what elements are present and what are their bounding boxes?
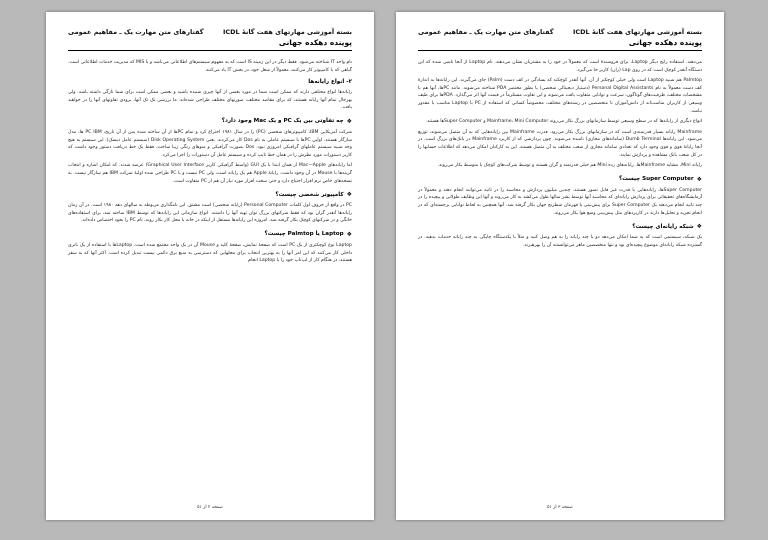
header-school: پوینده دهکده جهانی <box>628 38 702 47</box>
page-header <box>68 28 352 47</box>
subsection-heading <box>68 231 352 238</box>
subsection-heading <box>68 118 352 125</box>
paragraph: Palmtop هم شبیه Laptop است ولی خیلی کوچکتر از آن. آنها آنقدر کوچکند که بسادگی در کف دست (Palm) جای می‌گیرند. این رایانه‌ها به اندازهٔ کف دست معمولاً به نام Personal Digital Assistants (دستیار دیجیتالی شخصی) یا بطور مختصر PDA شناخته می‌شوند. مانند PCها، آنها هم با مشخصات مختلف، ظرفیت‌های گوناگون، سرعت و توانایی متفاوت یافت می‌شوند و این تفاوت مستلزماً در قیمت آنها اثر می‌گذارد. PDAها برای طیف وسیعی از کاربران مناسب‌اند از دانش‌آموزان تا متخصصین در رشته‌های مختلف، مخصوصاً کسانی که استفاده از PC با Laptop مناسب با مقدور نباشد. <box>418 78 703 114</box>
document-page-3 <box>396 12 724 520</box>
subsection-heading <box>418 223 702 230</box>
paragraph: اما رایانه‌های Mac—Apple از همان ابتدا با یک GUI (واسط گرافیکی کاربر Graphical User Interface) عرضه شدند. که امکان اشاره و انتخاب گزینه‌ها با Mouse در آن وجود داشت. رایانهٔ Apple هم یک رایانه است، ولی PC نیست و با PC طراحی شده اولیهٔ شرکت IBM هم سازگار نیست. به نسخه‌های خاص نرم افزار احتیاج دارد و حتی سخت افزار مورد نیاز آن هم از PC متفاوت است. <box>68 163 353 184</box>
header-rule <box>68 50 352 51</box>
subsection-heading-text: کامپیوتر شخصی چیست؟ <box>275 191 344 198</box>
paragraph: رایانه Mini، مشابه Mainframe‌ها. رایانه‌های رده Mini هم خیلی قدرتمند و گران هستند و توسط شرکت‌های کوچک با متوسط بکار می‌روند. <box>437 163 702 169</box>
paragraph: Super Computerها، رایانه‌هایی با قدرت غیر قابل تصور هستند. چندین میلیون پردازش و محاسبه را در ثانیه می‌توانند انجام دهند و معمولاً در آزمایشگاه‌های تحقیقاتی برای پردازش رایانه‌ای که محاسبه آنها توسط بشر سالها طول می‌کشد به کار می‌روند و آنها این وظایف طولانی و پیچیده را در چند ثانیه انجام می‌دهند یک Super Computer برای پیش‌بینی یا قهرمان شطرنج جهان بکار گرفته شد. آنها همچنین به لحاظ توانایی برجسته‌ای که در انجام تجزیه و تحلیل‌ها دارند در کاربردهای مثل پیش‌بینی وضع هوا بکار می‌روند. <box>418 187 702 216</box>
paragraph: انواع دیگری از رایانه‌ها که در سطح وسیعی توسط سازمانهای بزرگ بکار می‌روند Mainframe، Mini Computer و Super Computerها هستند. <box>425 119 702 125</box>
header-rule <box>418 50 702 51</box>
bullet-icon: ❖ <box>696 223 702 231</box>
subsection-heading-text: شبکه رایانه‌ای چیست؟ <box>632 223 694 230</box>
subsection-heading-text: Laptop یا Palmtop چیست؟ <box>264 231 344 238</box>
document-page-2 <box>46 12 374 520</box>
paragraph: یک شبکه، سیستمی است که به شما امکان می‌دهد دو یا چند رایانه را به هم وصل کنید و مثلاً با یکدستگاه چاپگر، به چند رایانه خدمات بدهید. در گسترده شبکه رایانه‌ای موضوع پیچیده‌ای بود و تنها متخصصین ماهر می‌توانستند آن را بهرهبرند. <box>418 235 702 248</box>
bullet-icon: ❖ <box>346 230 352 238</box>
paragraph: Mainframe رایانه بسیار قدرتمندی است که در سازمانهای بزرگ بکار می‌رود. قدرت Mainframe بین رایانه‌هایی که به آن متصل می‌شوند، توزیع می‌شود. این رایانه‌ها Dumb Terminal (سامانه‌های مجازی) نامیده می‌شوند. چون پردازشی که از کاربرد Mainframe در بانک‌های بزرگ است. در آنجا رایانهٔ قوی و قوی وجود دارد که تعدادی سامانه مجازی از شعب مختلف به آن متصل هستند. این به کارکنان امکان می‌دهد که اطلاعات حسابها را در کل شعب بانک مشاهده و پردازش نمایند. <box>418 129 703 158</box>
subsection-heading-text: چه تفاوتی بین یک PC و یک Mac وجود دارد؟ <box>221 118 344 125</box>
paragraph: رایانه‌ها انواع مختلفی دارند که ممکن است شما در مورد بعضی از آنها چیزی شنیده باشید و بعضی ممکن است برای شما تازگی داشته باشد. ولی بهرحال تمام آنها رایانه هستند، که برای مقاصد مختلف، صورتهای مختلف طراحی شده‌اند. ما بررسی تک تک آنها، برودی تفاوتهای آنها را در خواهید یافت. <box>68 90 352 111</box>
paragraph: شرکت آمریکایی IBM، کامپیوترهای شخصی (PC) را در سال ۱۹۸۱ اختراع کرد و تمام PCها از آن ساخته شده پس از آن تاریخ، PC IBM ها، مدل سازگار هستند. اولین PCها با سیستم عاملی به نام Dos کار می‌کردند. یعنی Disk Operating System (سیستم عامل دیسک). این سیستم به هیچ وجه شبیه سیستم عاملهای گرافیکی امروزی نبود. Dos بصورت گرافیکی و منوهای رنگی زیبا ساخت، فقط یک خط دریافت دستور وجود داشت که کاربر دستورات مورد نظرش را در همان خط تایپ کرده و سیستم عامل آن دستورات را اجرا می‌کرد. <box>68 129 352 158</box>
header-subtitle: گفتارهای متن مهارت یک ـ مفاهیم عمومی <box>68 28 204 36</box>
page-number: صفحه ۳ از ۵۱ <box>547 505 573 510</box>
section-heading: ۲- انواع رایانه‌ها <box>308 79 352 86</box>
header-title: بسته آموزشی مهارتهای هفت گانهٔ ICDL <box>572 28 702 36</box>
paragraph: PC در واقع از حروف اول کلمات Personal Computer (رایانه شخصی) است مشتق. این نامگذاری مربوطه به سالهای دهه ۱۹۸۰ است. در آن زمان رایانه‌ها آنقدر گران بود که فقط شرکتهای بزرگ توان تهیه آنها را داشتند. انواع سازمانی این رایانه‌ها که توسط IBM ساخته شد، برای استفاده‌های خانگی و در شرکتهای کوچک بکار گرفته شد. امروزه این رایانه‌ها مستقل از اینکه در خانه یا محل کار بکار روند، نام PC را بخود اختصاص داده‌اند. <box>68 203 352 224</box>
subsection-heading <box>68 191 352 198</box>
paragraph: Laptop نوع کوچکتری از یک PC است که صفحهٔ نمایش، صفحهٔ کلید و Mouse آن در یک واحد مجتمع شده است. Laptopها با استفاده از یک باتری داخلی کار می‌کنند که این امر آنها را به بهترین انتخاب برای محلهایی که دسترسی به منبع برق دائمی نیست تبدیل کرده است. اکثر آنها که به سفر هستند، در هنگام کار از لپ‌تاپ خود را با Laptop انجام <box>68 242 352 264</box>
subsection-heading <box>418 176 702 183</box>
paragraph: می‌دهند. استفاده رایج دیگر Laptop، برای فروشندهٔ است که معمولاً در خود را به مشتریان نشان می‌دهند. نام Laptop از آنجا ناشی شده که این دستگاه آنقدر کوچک است که در روی Lap (ران) کاربر جا می‌گیرد. <box>418 60 703 73</box>
paragraph: نام واحد IT شناخته می‌شود. فقط دیگر در این زمینه IS است که به مفهوم سیستم‌های اطلاعاتی می‌باشد و با MIS که مدیریت خدمات اطلاعاتی است. گیاهی که با کامپیوتر کار می‌کنند، معمولاً از شغل خود، در بخش IT یاد می‌کنند. <box>68 60 352 73</box>
header-title: بسته آموزشی مهارتهای هفت گانهٔ ICDL <box>222 28 352 36</box>
subsection-heading-text: Super Computer چیست؟ <box>618 176 694 183</box>
bullet-icon: ❖ <box>346 117 352 125</box>
page-number: صفحه ۲ از ۵۱ <box>197 505 223 510</box>
bullet-icon: ❖ <box>346 191 352 199</box>
header-school: پوینده دهکده جهانی <box>278 38 352 47</box>
page-header <box>418 28 702 47</box>
bullet-icon: ❖ <box>696 175 702 183</box>
header-subtitle: گفتارهای متن مهارت یک ـ مفاهیم عمومی <box>418 28 554 36</box>
